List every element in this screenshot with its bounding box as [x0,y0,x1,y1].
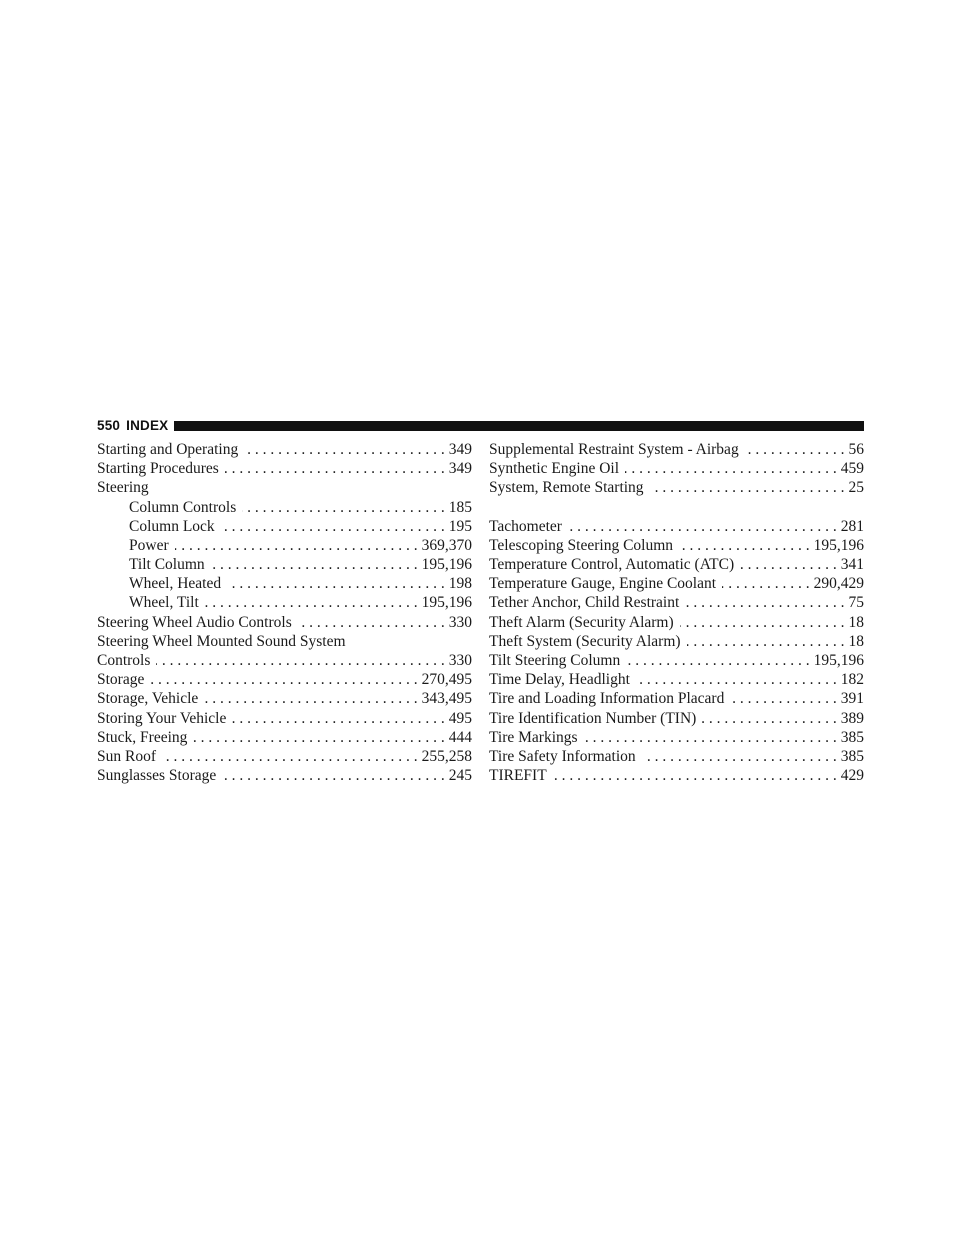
index-term: Storing Your Vehicle [97,709,227,727]
index-term: TIREFIT [489,767,547,785]
dot-leader [244,440,445,459]
index-term: Tire and Loading Information Placard [489,690,725,708]
index-term: Tire Identification Number (TIN) [489,709,697,727]
index-letter-gap [489,498,864,517]
index-entry [97,651,472,670]
section-title: INDEX [126,417,169,433]
index-page-numbers: 75 [848,594,864,612]
index-entry [97,613,472,632]
dot-leader [650,478,845,497]
index-term: Supplemental Restraint System - Airbag [489,440,739,458]
index-term: Wheel, Heated [129,575,222,593]
dot-leader [222,766,444,785]
dot-leader [162,747,418,766]
dot-leader [626,651,809,670]
index-page-numbers: 330 [448,652,472,670]
index-term: Tire Safety Information [489,747,636,765]
index-page-numbers: 255,258 [421,747,472,765]
index-page-numbers: 185 [448,498,472,516]
dot-leader [227,574,445,593]
index-term: Time Delay, Headlight [489,671,630,689]
index-page-numbers: 391 [840,690,864,708]
index-term: Controls [97,652,151,670]
page-number: 550 [97,417,121,433]
index-entry [489,517,864,536]
index-page-numbers: 385 [840,747,864,765]
dot-leader [680,613,845,632]
dot-leader [685,594,844,613]
index-term: Synthetic Engine Oil [489,460,620,478]
index-entry [489,747,864,766]
index-term: Temperature Control, Automatic (ATC) [489,556,735,574]
index-term: Telescoping Steering Column [489,536,674,554]
index-entry [97,632,472,651]
index-term: Storage, Vehicle [97,690,199,708]
page-header [97,415,864,435]
index-entry [97,478,472,497]
index-term: Tire Markings [489,728,578,746]
dot-leader [679,536,810,555]
index-entry [489,536,864,555]
index-page-numbers: 369,370 [421,536,472,554]
dot-leader [553,766,837,785]
index-page-numbers: 343,495 [421,690,472,708]
dot-leader [625,459,837,478]
index-term: Theft Alarm (Security Alarm) [489,613,674,631]
index-term: Tachometer [489,517,562,535]
index-page-numbers: 18 [848,613,864,631]
index-entry [97,459,472,478]
index-entry [97,689,472,708]
index-column-right [489,440,864,785]
index-entry [489,613,864,632]
index-subentry [97,574,472,593]
dot-leader [211,555,418,574]
dot-leader [156,651,444,670]
index-entry [97,670,472,689]
index-entry [489,555,864,574]
index-entry [489,594,864,613]
index-page-numbers: 195 [448,517,472,535]
index-page-numbers: 198 [448,575,472,593]
index-entry [489,440,864,459]
index-page-numbers: 245 [448,767,472,785]
index-page-numbers: 444 [448,728,472,746]
index-page-numbers: 349 [448,440,472,458]
index-page-numbers: 195,196 [421,556,472,574]
index-term: Theft System (Security Alarm) [489,632,681,650]
index-entry [489,478,864,497]
index-term: Steering Wheel Audio Controls [97,613,292,631]
index-entry [489,632,864,651]
index-entry [489,728,864,747]
index-entry [97,747,472,766]
index-page-numbers: 195,196 [421,594,472,612]
dot-leader [232,709,444,728]
index-term: Tilt Steering Column [489,652,621,670]
index-column-left [97,440,472,785]
index-page-numbers: 290,429 [813,575,864,593]
dot-leader [204,689,417,708]
index-term: Sun Roof [97,747,156,765]
index-page-numbers: 56 [848,440,864,458]
index-subentry [97,536,472,555]
index-term: Stuck, Freeing [97,728,188,746]
index-term: Steering Wheel Mounted Sound System [97,632,346,650]
index-subentry [97,555,472,574]
index-page-numbers: 281 [840,517,864,535]
index-page-numbers: 18 [848,632,864,650]
index-page-numbers: 459 [840,460,864,478]
index-page-numbers: 195,196 [813,652,864,670]
dot-leader [642,747,837,766]
header-rule [174,421,864,431]
index-page-numbers: 389 [840,709,864,727]
index-page-numbers: 341 [840,556,864,574]
index-term: Wheel, Tilt [129,594,199,612]
index-term: Temperature Gauge, Engine Coolant [489,575,717,593]
index-entry [97,709,472,728]
dot-leader [636,670,837,689]
index-subentry [97,498,472,517]
dot-leader [225,459,445,478]
index-entry [489,459,864,478]
index-page-numbers: 182 [840,671,864,689]
dot-leader [687,632,845,651]
index-entry [489,709,864,728]
index-term: Tilt Column [129,556,205,574]
index-term: Sunglasses Storage [97,767,217,785]
index-term: Tether Anchor, Child Restraint [489,594,680,612]
dot-leader [730,689,836,708]
index-entry [489,651,864,670]
dot-leader [568,517,837,536]
index-page-numbers: 385 [840,728,864,746]
dot-leader [722,574,810,593]
index-page-numbers: 330 [448,613,472,631]
dot-leader [242,498,445,517]
dot-leader [584,728,837,747]
index-term: Starting and Operating [97,440,239,458]
dot-leader [298,613,445,632]
dot-leader [702,709,836,728]
index-entry [489,670,864,689]
dot-leader [150,670,417,689]
index-term: Storage [97,671,145,689]
index-term: Power [129,536,169,554]
dot-leader [740,555,837,574]
dot-leader [193,728,444,747]
dot-leader [221,517,445,536]
index-entry [489,574,864,593]
index-term: Column Lock [129,517,215,535]
index-page-numbers: 349 [448,460,472,478]
index-page-numbers: 495 [448,709,472,727]
index-page-numbers: 429 [840,767,864,785]
index-entry [489,689,864,708]
index-term: Steering [97,479,149,497]
index-page-numbers: 195,196 [813,536,864,554]
index-page-numbers: 25 [848,479,864,497]
index-page-numbers: 270,495 [421,671,472,689]
index-term: Starting Procedures [97,460,219,478]
index-entry [97,728,472,747]
index-entry [97,440,472,459]
index-term: Column Controls [129,498,237,516]
index-entry [489,766,864,785]
dot-leader [175,536,418,555]
index-subentry [97,594,472,613]
index-subentry [97,517,472,536]
index-term: System, Remote Starting [489,479,644,497]
index-entry [97,766,472,785]
dot-leader [205,594,418,613]
dot-leader [745,440,845,459]
